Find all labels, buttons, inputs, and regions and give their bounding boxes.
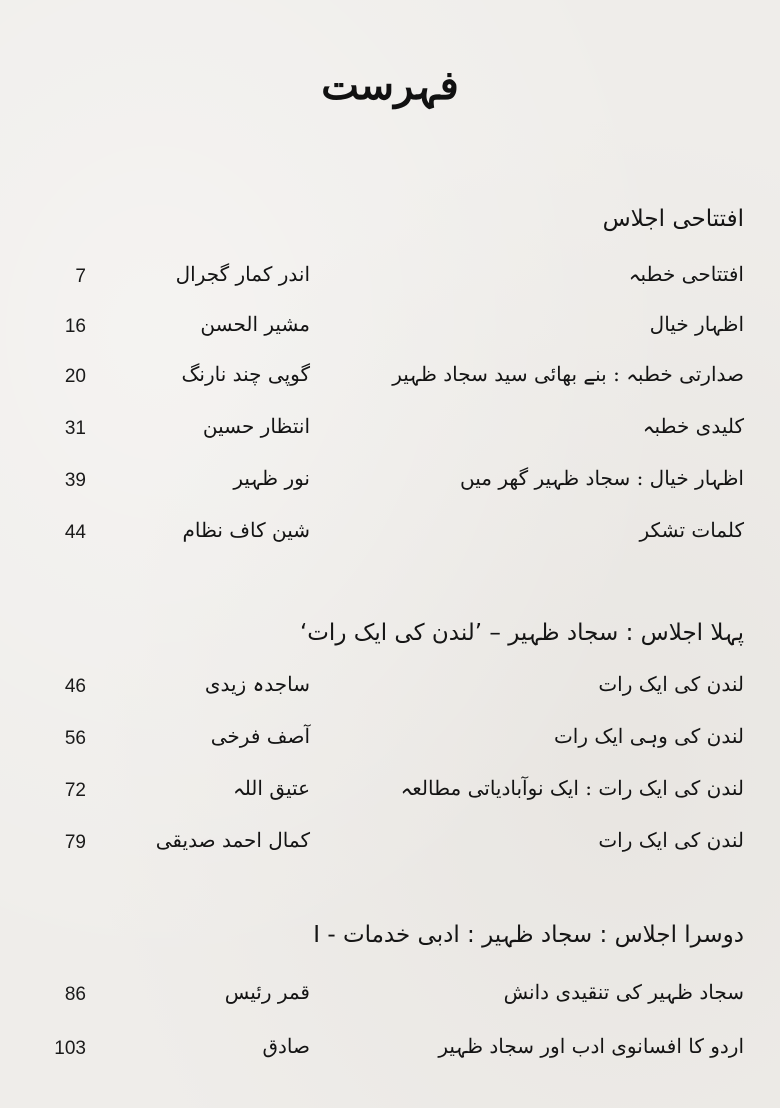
toc-entry — [0, 518, 780, 558]
entry-author: اندر کمار گجرال — [175, 262, 310, 286]
toc-entry — [0, 776, 780, 816]
entry-page-number: 20 — [64, 366, 86, 387]
entry-page-number: 72 — [64, 780, 86, 801]
entry-title: کلیدی خطبہ — [642, 414, 744, 438]
entry-page-number: 31 — [64, 418, 86, 439]
entry-page-number: 103 — [54, 1038, 86, 1059]
entry-title: لندن کی وہی ایک رات — [553, 724, 744, 748]
entry-author: قمر رئیس — [224, 980, 310, 1004]
entry-page-number: 44 — [64, 522, 86, 543]
entry-page-number: 79 — [64, 832, 86, 853]
entry-author: شین کاف نظام — [182, 518, 310, 542]
toc-entry — [0, 980, 780, 1020]
toc-entry — [0, 1034, 780, 1074]
entry-title: لندن کی ایک رات — [598, 828, 744, 852]
toc-entry — [0, 414, 780, 454]
entry-author: عتیق اللہ — [232, 776, 310, 800]
toc-entry — [0, 724, 780, 764]
entry-page-number: 16 — [64, 316, 86, 337]
toc-entry — [0, 362, 780, 402]
entry-title: کلمات تشکر — [639, 518, 744, 542]
entry-author: صادق — [262, 1034, 310, 1058]
entry-title: اردو کا افسانوی ادب اور سجاد ظہیر — [438, 1034, 744, 1058]
entry-author: کمال احمد صدیقی — [155, 828, 310, 852]
entry-author: مشیر الحسن — [200, 312, 310, 336]
toc-entry — [0, 312, 780, 352]
entry-author: گوپی چند نارنگ — [181, 362, 310, 386]
entry-page-number: 39 — [64, 470, 86, 491]
entry-page-number: 56 — [64, 728, 86, 749]
section-heading-first-session: پہلا اجلاس : سجاد ظہیر – ’لندن کی ایک رات‘ — [299, 620, 744, 646]
entry-author: نور ظہیر — [233, 466, 310, 490]
section-heading-second-session: دوسرا اجلاس : سجاد ظہیر : ادبی خدمات - I — [313, 922, 744, 948]
entry-title: سجاد ظہیر کی تنقیدی دانش — [503, 980, 744, 1004]
section-heading-opening-session: افتتاحی اجلاس — [602, 206, 744, 232]
entry-author: آصف فرخی — [210, 724, 310, 748]
entry-title: اظہار خیال — [649, 312, 744, 336]
toc-entry — [0, 828, 780, 868]
entry-title: صدارتی خطبہ : بنے بھائی سید سجاد ظہیر — [392, 362, 744, 386]
entry-page-number: 86 — [64, 984, 86, 1005]
page-title: فہرست — [321, 62, 459, 109]
toc-entry — [0, 466, 780, 506]
entry-title: اظہار خیال : سجاد ظہیر گھر میں — [460, 466, 744, 490]
toc-entry — [0, 262, 780, 302]
entry-title: لندن کی ایک رات — [598, 672, 744, 696]
entry-author: ساجدہ زیدی — [204, 672, 310, 696]
entry-title: افتتاحی خطبہ — [628, 262, 744, 286]
entry-title: لندن کی ایک رات : ایک نوآبادیاتی مطالعہ — [400, 776, 744, 800]
entry-author: انتظار حسین — [202, 414, 310, 438]
entry-page-number: 46 — [64, 676, 86, 697]
toc-entry — [0, 672, 780, 712]
entry-page-number: 7 — [75, 266, 86, 287]
